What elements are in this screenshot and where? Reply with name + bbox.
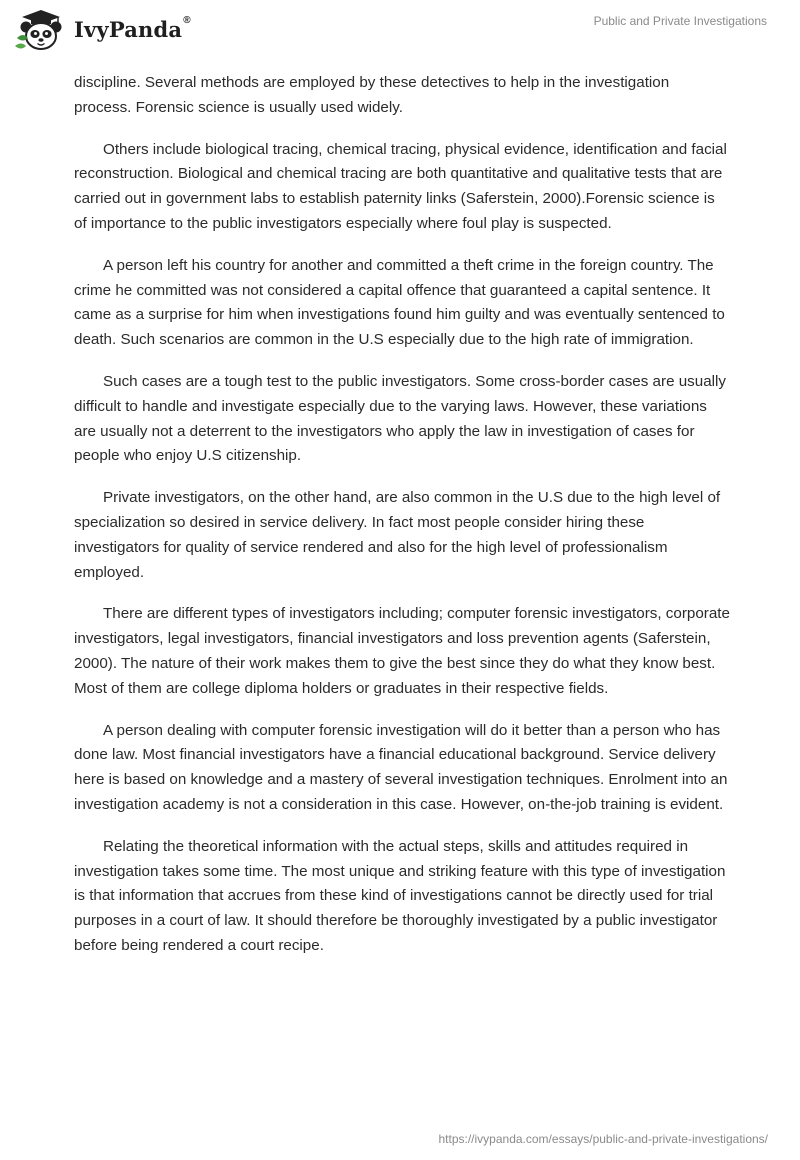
paragraph: Such cases are a tough test to the public investigators. Some cross-border cases are usually difficult to handle and investigate especially due to the varying laws. However, these variations are usually not a deterrent to the investigators who apply the law in investigation of cases for people who enjoy U.S citizenship. (74, 372, 727, 465)
page-header (0, 0, 800, 60)
paragraph: discipline. Several methods are employed by these detectives to help in the investigation process. Forensic science is usually used widely. (74, 74, 670, 116)
paragraph: A person dealing with computer forensic investigation will do it better than a person who has done law. Most financial investigators have a financial educational background. Service delivery here is based on knowledge and a mastery of several investigation techniques. Enrolment into an investigation academy is not a consideration in this case. However, on-the-job training is evident. (74, 721, 728, 813)
brand-logo[interactable] (14, 8, 191, 52)
paragraph: Relating the theoretical information with the actual steps, skills and attitudes required in investigation takes some time. The most unique and striking feature with this type of investigation is that information that accrues from these kind of investigations cannot be directly used for trial purposes in a court of law. It should therefore be thoroughly investigated by a public investigator before being rendered a court recipe. (74, 837, 726, 954)
paragraph: A person left his country for another and committed a theft crime in the foreign country. The crime he committed was not considered a capital offence that guaranteed a capital sentence. It came as a surprise for him when investigations found him guilty and was eventually sentenced to death. Such scenarios are common in the U.S especially due to the high rate of immigration. (74, 256, 725, 349)
brand-name: IvyPanda® (74, 14, 191, 42)
panda-graduate-icon (14, 8, 66, 52)
source-url-link[interactable]: https://ivypanda.com/essays/public-and-private-investigations/ (438, 1132, 768, 1146)
paragraph: There are different types of investigators including; computer forensic investigators, corporate investigators, legal investigators, financial investigators and loss prevention agents (Saferstein, 2000). The nature of their work makes them to give the best since they do what they know best. Most of them are college diploma holders or graduates in their respective fields. (74, 605, 730, 697)
paragraph: Others include biological tracing, chemical tracing, physical evidence, identification and facial reconstruction. Biological and chemical tracing are both quantitative and qualitative tests that are carried out in government labs to establish paternity links (Saferstein, 2000).Forensic science is of importance to the public investigators especially where foul play is suspected. (74, 140, 727, 232)
registered-mark: ® (183, 14, 191, 26)
paragraph: Private investigators, on the other hand, are also common in the U.S due to the high level of specialization so desired in service delivery. In fact most people consider hiring these investigators for quality of service rendered and also for the high level of professionalism employed. (74, 489, 721, 581)
essay-body (74, 71, 730, 976)
document-title: Public and Private Investigations (593, 14, 767, 28)
